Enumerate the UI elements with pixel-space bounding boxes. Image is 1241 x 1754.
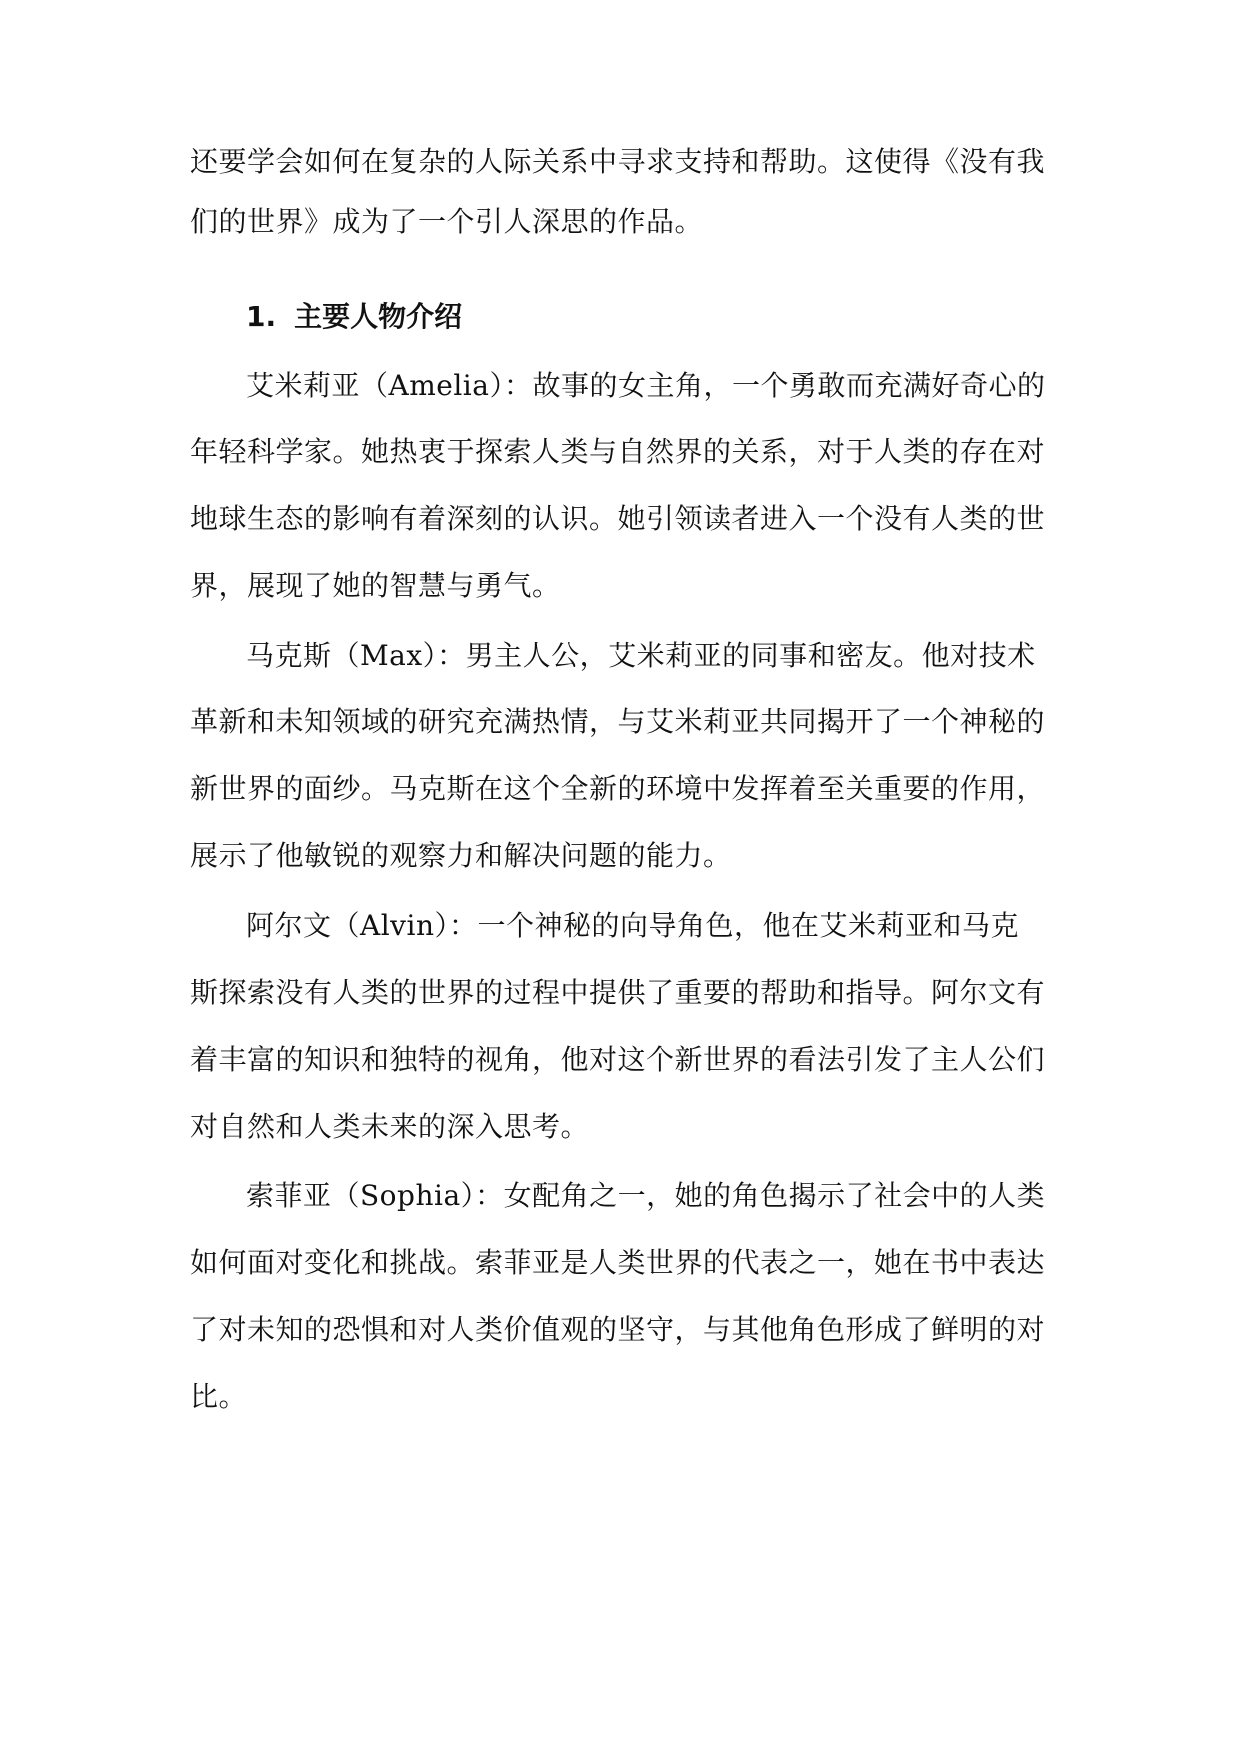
character-amelia-line-2: 年轻科学家。她热衷于探索人类与自然界的关系，对于人类的存在对 — [190, 435, 1046, 468]
character-alvin-line-3: 着丰富的知识和独特的视角，他对这个新世界的看法引发了主人公们 — [190, 1043, 1046, 1076]
section-heading — [246, 297, 462, 337]
section-number: 1. — [246, 300, 277, 333]
character-alvin-line-2: 斯探索没有人类的世界的过程中提供了重要的帮助和指导。阿尔文有 — [190, 976, 1046, 1009]
character-max-line-3: 新世界的面纱。马克斯在这个全新的环境中发挥着至关重要的作用， — [190, 772, 1046, 805]
character-sophia-line-3: 了对未知的恐惧和对人类价值观的坚守，与其他角色形成了鲜明的对 — [190, 1313, 1046, 1346]
character-sophia-line-1: 索菲亚（Sophia）：女配角之一，她的角色揭示了社会中的人类 — [246, 1179, 1046, 1212]
character-max-line-1: 马克斯（Max）：男主人公，艾米莉亚的同事和密友。他对技术 — [246, 639, 1036, 672]
section-title: 主要人物介绍 — [294, 300, 463, 333]
character-max-line-2: 革新和未知领域的研究充满热情，与艾米莉亚共同揭开了一个神秘的 — [190, 705, 1046, 738]
character-sophia-line-2: 如何面对变化和挑战。索菲亚是人类世界的代表之一，她在书中表达 — [190, 1246, 1046, 1279]
character-amelia-line-3: 地球生态的影响有着深刻的认识。她引领读者进入一个没有人类的世 — [190, 502, 1046, 535]
character-sophia-line-4: 比。 — [190, 1380, 248, 1413]
intro-line-2: 们的世界》成为了一个引人深思的作品。 — [190, 205, 704, 238]
character-alvin-line-4: 对自然和人类未来的深入思考。 — [190, 1110, 590, 1143]
intro-line-1: 还要学会如何在复杂的人际关系中寻求支持和帮助。这使得《没有我 — [190, 145, 1046, 178]
character-alvin-line-1: 阿尔文（Alvin）：一个神秘的向导角色，他在艾米莉亚和马克 — [246, 909, 1019, 942]
character-amelia-line-1: 艾米莉亚（Amelia）：故事的女主角，一个勇敢而充满好奇心的 — [246, 369, 1046, 402]
character-amelia-line-4: 界，展现了她的智慧与勇气。 — [190, 569, 561, 602]
character-max-line-4: 展示了他敏锐的观察力和解决问题的能力。 — [190, 839, 732, 872]
